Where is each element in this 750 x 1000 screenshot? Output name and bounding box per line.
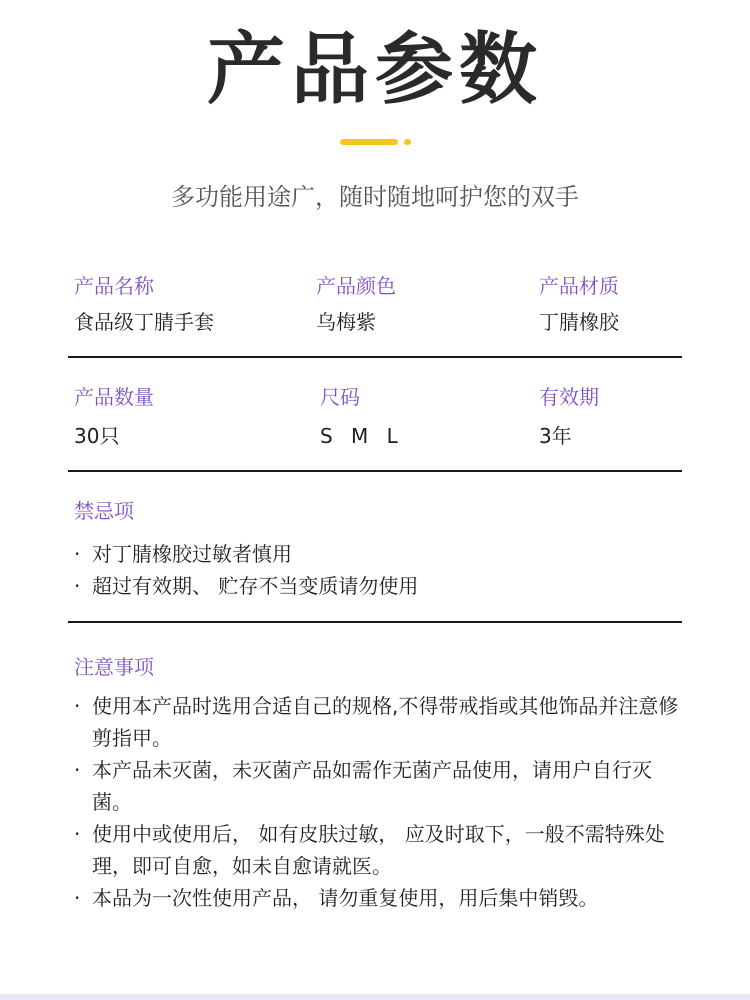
list-item: · 超过有效期、 贮存不当变质请勿使用 xyxy=(74,570,684,602)
list-item: · 本品为一次性使用产品， 请勿重复使用，用后集中销毁。 xyxy=(74,882,684,914)
list-item: · 使用本产品时选用合适自己的规格,不得带戒指或其他饰品并注意修剪指甲。 xyxy=(74,690,684,754)
param-value-size: S M L xyxy=(320,424,404,448)
contraindications-list xyxy=(74,538,684,602)
notes-heading: 注意事项 xyxy=(74,655,154,679)
list-item: · 本产品未灭菌，未灭菌产品如需作无菌产品使用，请用户自行灭菌。 xyxy=(74,754,684,818)
accent-dot xyxy=(404,139,411,145)
param-value-material: 丁腈橡胶 xyxy=(539,310,619,334)
param-label-material: 产品材质 xyxy=(539,274,619,298)
list-item: · 使用中或使用后， 如有皮肤过敏， 应及时取下，一般不需特殊处理，即可自愈，如未自愈请就医。 xyxy=(74,818,684,882)
param-label-size: 尺码 xyxy=(320,385,360,409)
page-title: 产品参数 xyxy=(206,25,543,115)
param-value-name: 食品级丁腈手套 xyxy=(74,310,214,334)
divider xyxy=(68,470,682,472)
divider xyxy=(68,356,682,358)
param-value-color: 乌梅紫 xyxy=(316,310,376,334)
contraindications-heading: 禁忌项 xyxy=(74,499,134,523)
page-subtitle: 多功能用途广，随时随地呵护您的双手 xyxy=(171,183,579,211)
bottom-strip xyxy=(0,994,750,1000)
list-item: · 对丁腈橡胶过敏者慎用 xyxy=(74,538,684,570)
param-label-quantity: 产品数量 xyxy=(74,385,154,409)
param-label-shelf-life: 有效期 xyxy=(539,385,599,409)
param-value-shelf-life: 3年 xyxy=(539,424,572,448)
param-value-quantity: 30只 xyxy=(74,424,120,448)
accent-bar xyxy=(340,139,398,145)
param-label-name: 产品名称 xyxy=(74,274,154,298)
divider xyxy=(68,621,682,623)
notes-list xyxy=(74,690,684,914)
param-label-color: 产品颜色 xyxy=(316,274,396,298)
